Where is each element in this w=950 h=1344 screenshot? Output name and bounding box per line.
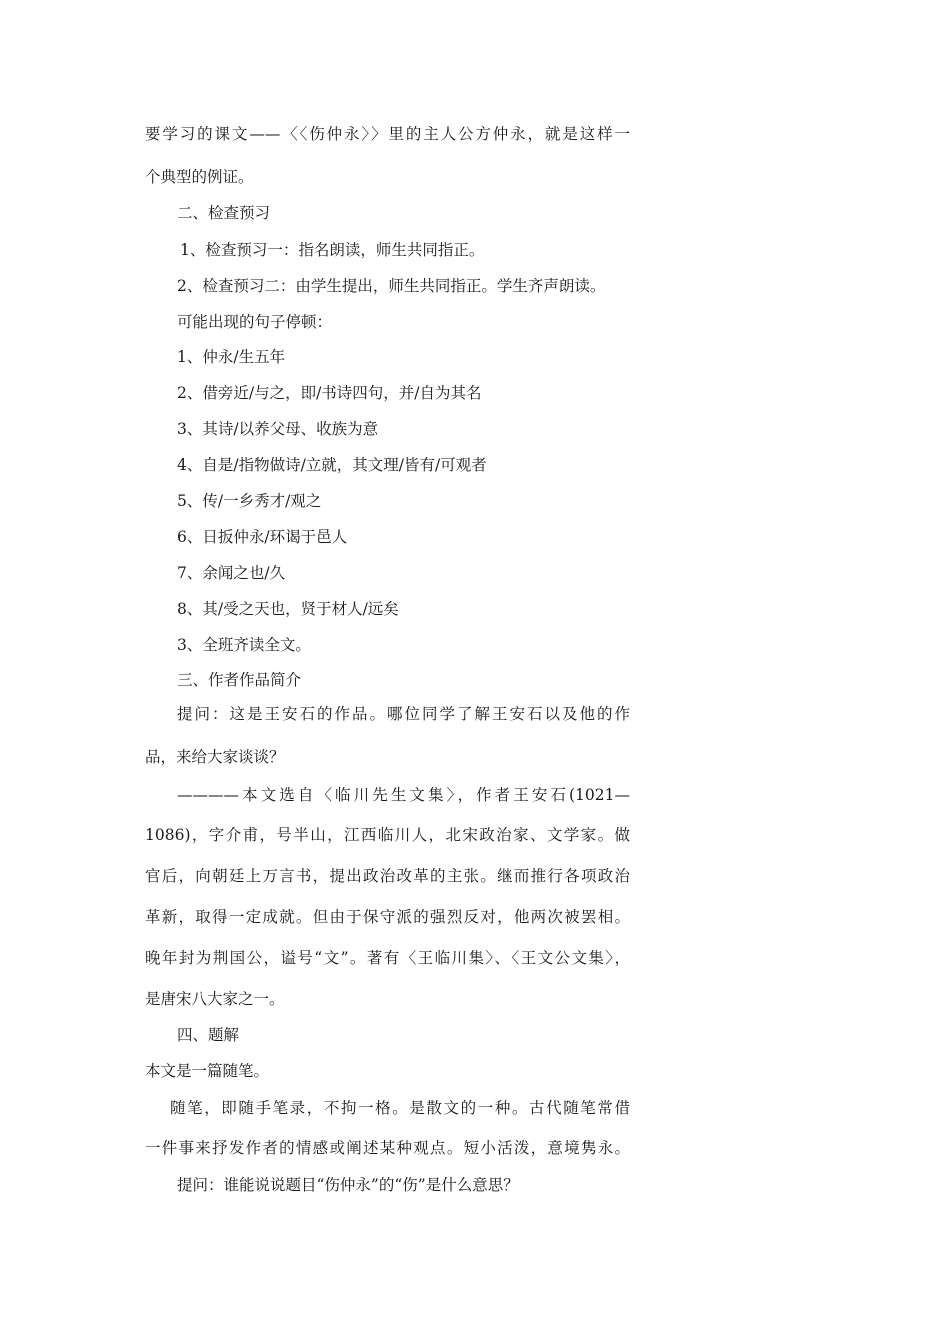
text-line: 本文是一篇随笔。: [145, 1062, 270, 1080]
list-item: 5、传/一乡秀才/观之: [177, 492, 322, 510]
text-line: 1086)，字介甫，号半山，江西临川人，北宋政治家、文学家。做: [145, 826, 630, 844]
list-item: 8、其/受之天也，贤于材人/远矣: [177, 600, 399, 618]
text-line: 1、检查预习一：指名朗读，师生共同指正。: [180, 241, 485, 259]
text-line: 是唐宋八大家之一。: [145, 990, 285, 1008]
text-line: 品，来给大家谈谈？: [145, 748, 285, 766]
list-item: 2、借旁近/与之，即/书诗四句，并/自为其名: [177, 384, 482, 402]
text-line: 提问：这是王安石的作品。哪位同学了解王安石以及他的作: [177, 705, 630, 723]
text-line: 可能出现的句子停顿：: [177, 313, 333, 331]
list-item: 6、日扳仲永/环谒于邑人: [177, 528, 348, 546]
section-heading: 四、题解: [177, 1026, 240, 1044]
section-heading: 二、检查预习: [177, 204, 271, 222]
text-line: 提问：谁能说说题目“伤仲永”的“伤”是什么意思？: [177, 1176, 519, 1194]
text-line: 随笔，即随手笔录，不拘一格。是散文的一种。古代随笔常借: [170, 1099, 630, 1117]
text-line: 2、检查预习二：由学生提出，师生共同指正。学生齐声朗读。: [177, 277, 606, 295]
text-line: 革新，取得一定成就。但由于保守派的强烈反对，他两次被罢相。: [145, 908, 630, 926]
text-line: 个典型的例证。: [145, 168, 254, 186]
list-item: 1、仲永/生五年: [177, 348, 286, 366]
text-line: ————本文选自〈临川先生文集〉，作者王安石(1021—: [177, 786, 630, 804]
text-line: 要学习的课文——〈〈伤仲永〉〉里的主人公方仲永，就是这样一: [145, 125, 630, 143]
list-item: 4、自是/指物做诗/立就，其文理/皆有/可观者: [177, 456, 487, 474]
text-line: 3、全班齐读全文。: [177, 636, 311, 654]
list-item: 3、其诗/以养父母、收族为意: [177, 420, 379, 438]
text-line: 晚年封为荆国公，谥号“文”。著有〈王临川集〉、〈王文公文集〉，: [145, 949, 630, 967]
text-line: 官后，向朝廷上万言书，提出政治改革的主张。继而推行各项政治: [145, 867, 630, 885]
text-line: 一件事来抒发作者的情感或阐述某种观点。短小活泼，意境隽永。: [145, 1139, 630, 1157]
section-heading: 三、作者作品简介: [177, 671, 302, 689]
list-item: 7、余闻之也/久: [177, 564, 286, 582]
